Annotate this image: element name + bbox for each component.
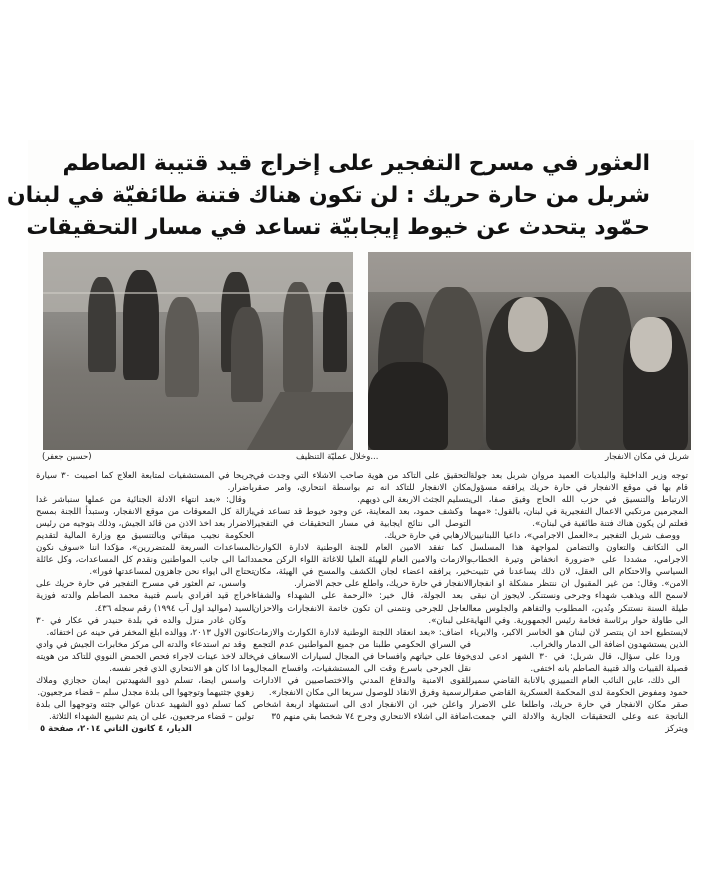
paragraph: الى ذلك، عاين النائب العام التمييزي بالانابة القاضي سمير حمود ومفوض الحكومة لدى المحكمة العسكرية القاضي صقر صقر مكان الانفجار في حارة حريك، واطلعا على الاضرار الناتجة عنه وعلى التحقيقات الجارية والادلة التي جمعت، ويتركز: [470, 675, 688, 734]
headline-line-2: شربل من حارة حريك : لن تكون هناك فتنة طائفيّة في لبنان: [6, 183, 650, 208]
article-column-left: [36, 470, 254, 723]
headline-line-1: العثور في مسرح التفجير على إخراج قيد قتيبة الصاطم: [62, 151, 650, 176]
paragraph: وقد تم استدعاء والدته الى مركز مخابرات الجيش في وادي خالد لاخذ عينات لاجراء فحص الحمض النووي للتاكد من هويته وما اذا كان هو الانتحاري الذي فجر نفسه.: [36, 639, 254, 674]
paragraph: وكان غادر منزل والده في بلدة حنيدر في عكار في ٣٠ كانون الاول ٢٠١٣، ووالده ابلغ المخفر في حينه عن اختفائه.: [36, 615, 254, 638]
paragraph: توجه وزير الداخلية والبلديات العميد مروان شربل بعد جولة قام بها في موقع الانفجار في حارة حريك يرافقه مسؤول الارتباط والتنسيق في حزب الله الحاج وفيق صفا، الى المجرمين مرتكبي الاعمال التفجيرية في لبنان، بالقول: «مهما فعلتم لن يكون هناك فتنة طائفية في لبنان».: [470, 471, 688, 530]
paragraph: واسس، تم العثور في مسرح التفجير في حارة حريك على اخراج قيد افرادي باسم قتيبة محمد الصاطم والدته فوزية السيد (مواليد اول آب ١٩٩٤) رقم سجله ٤٣٦.: [36, 579, 254, 614]
photo-caption-minister: شربل في مكان الانفجار: [605, 452, 690, 462]
article-column-middle: [253, 470, 471, 723]
paragraph: وردا على سؤال، قال شربل: في ٣٠ الشهر ادعى لدى فصيلة القبيات والد قتيبة الصاطم بانه اختفى.: [470, 651, 688, 674]
paragraph: كما تفقد الامين العام للجنة الوطنية لادارة الكوارث والازمات والامين العام للهيئة العليا للاغاثة اللواء الركن محمد خير، يرافقه اعضاء لجان الكشف والمسح في الهيئة، مكان الانفجار في حارة حريك، واطلع على حجم الاضرار.: [253, 543, 471, 590]
paragraph: وكشف حمود، بعد المعاينة، عن وجود خيوط قد تساعد في التوصل الى نتائج ايجابية في مسار التحقيقات في التفجير الارهابي في حارة حريك.: [253, 507, 471, 542]
source-footer: الديار، ٤ كانون الثاني ٢٠١٤، صفحة ٥: [40, 724, 192, 734]
paragraph: وقال: «بعد انتهاء الادلة الجنائية من عملها سنباشر غدا بازالة كل المعوقات من موقع الانفجار، وستبدأ اللجنة بمسح الاضرار بعد اخذ الاذن من قائد الجيش، وذلك بتوجيه من رئيس الحكومة نجيب ميقاتي وبالتنسيق مع وزارة المالية لتقديم المساعدات السريعة للمتضررين»، مؤكدا اننا «سوف نكون دائما الى جانب المواطنين ونقدم كل المساعدات، وكل عائلة تحتاج الى ايواء نحن جاهزون لمساعدتها فورا».: [36, 495, 254, 578]
photo-minister: [368, 252, 691, 450]
paragraph: واعلن خير، ان الانفجار ادى الى استشهاد اربعة اشخاص اضافة الى اشلاء الانتحاري وجرح ٧٤ شخصا بقي منهم ٣٥: [253, 699, 471, 722]
paragraph: اضاف: «بعد انعقاد اللجنة الوطنية لادارة الكوارث والازمات في السراي الحكومي طلبنا من جميع المواطنين عدم التجمع خوفا على حياتهم وافساحا في المجال لسيارات الاسعاف في نقل الجرحى باسرع وقت الى المستشفيات، وافساح المجال للقوى الامنية والدفاع المدني والاختصاصيين في الادارات الرسمية وفرق الانقاذ للوصول سريعا الى مكان الانفجار».: [253, 627, 471, 698]
paragraph: بعد الجولة، قال خير: «الرحمة على الشهداء والشفاء العاجل للجرحى ونتمنى ان تكون خاتمة الانفجارات والاحزان على لبنان».: [253, 591, 471, 626]
paragraph: التحقيق على التاكد من هوية صاحب الاشلاء التي وجدت في مكان الانفجار للتاكد انه تم بواسطة انتحاري، وامر صقر بتسليم الجثث الاربعة الى ذويهم.: [253, 471, 471, 506]
headline-line-3: حمّود يتحدث عن خيوط إيجابيّة تساعد في مسار التحقيقات: [26, 215, 650, 240]
photo-cleaning: [43, 252, 353, 450]
paragraph: ووصف شربل التفجير بـ«العمل الاجرامي»، داعيا اللبنانيين الى التكاتف والتعاون والتضامن لمواجهة هذا المسلسل الاجرامي، مشددا على «ضرورة انخفاض وتيرة الخطاب السياسي والاحتكام الى العقل، لان ذلك يساعدنا في تثبيت الامن». وقال: من غير المقبول ان ننتظر مشكلة او انفجارا لاسمح الله ويذهب شهداء وجرحى ونستنكر. لايجوز ان نبقى طيلة السنة نستنكر ونُدين، المطلوب والتفاهم والجلوس معا الى طاولة حوار برئاسة فخامة رئيس الجمهورية. وفي النهاية لايستطيع احد ان ينتصر لان لبنان هو الخاسر الاكبر، والابرياء الذين يستشهدون اضافة الى الدمار والخراب.: [470, 531, 688, 650]
headline: [6, 148, 650, 248]
paragraph: واسس ايضا، تسلم ذوو الشهيدتين ايمان حجازي وملاك زهوي جثتيهما وتوجهوا الى بلدة مجدل سلم – قضاء مرجعيون.: [36, 675, 254, 698]
article-column-right: [470, 470, 688, 735]
photo-caption-cleaning: ...وخلال عمليّة التنظيف: [296, 452, 379, 462]
paragraph: كما تسلم ذوو الشهيد عدنان عوالي جثته وتوجهوا الى بلدة تولين – قضاء مرجعيون، على ان يتم تشييع الشهداء الثلاثة.: [36, 699, 254, 722]
paragraph: جريحا في المستشفيات لمتابعة العلاج كما اصيبت ٣٠ سيارة باضرار.: [36, 471, 255, 494]
photo-credit: (حسين جعفر): [42, 452, 92, 462]
